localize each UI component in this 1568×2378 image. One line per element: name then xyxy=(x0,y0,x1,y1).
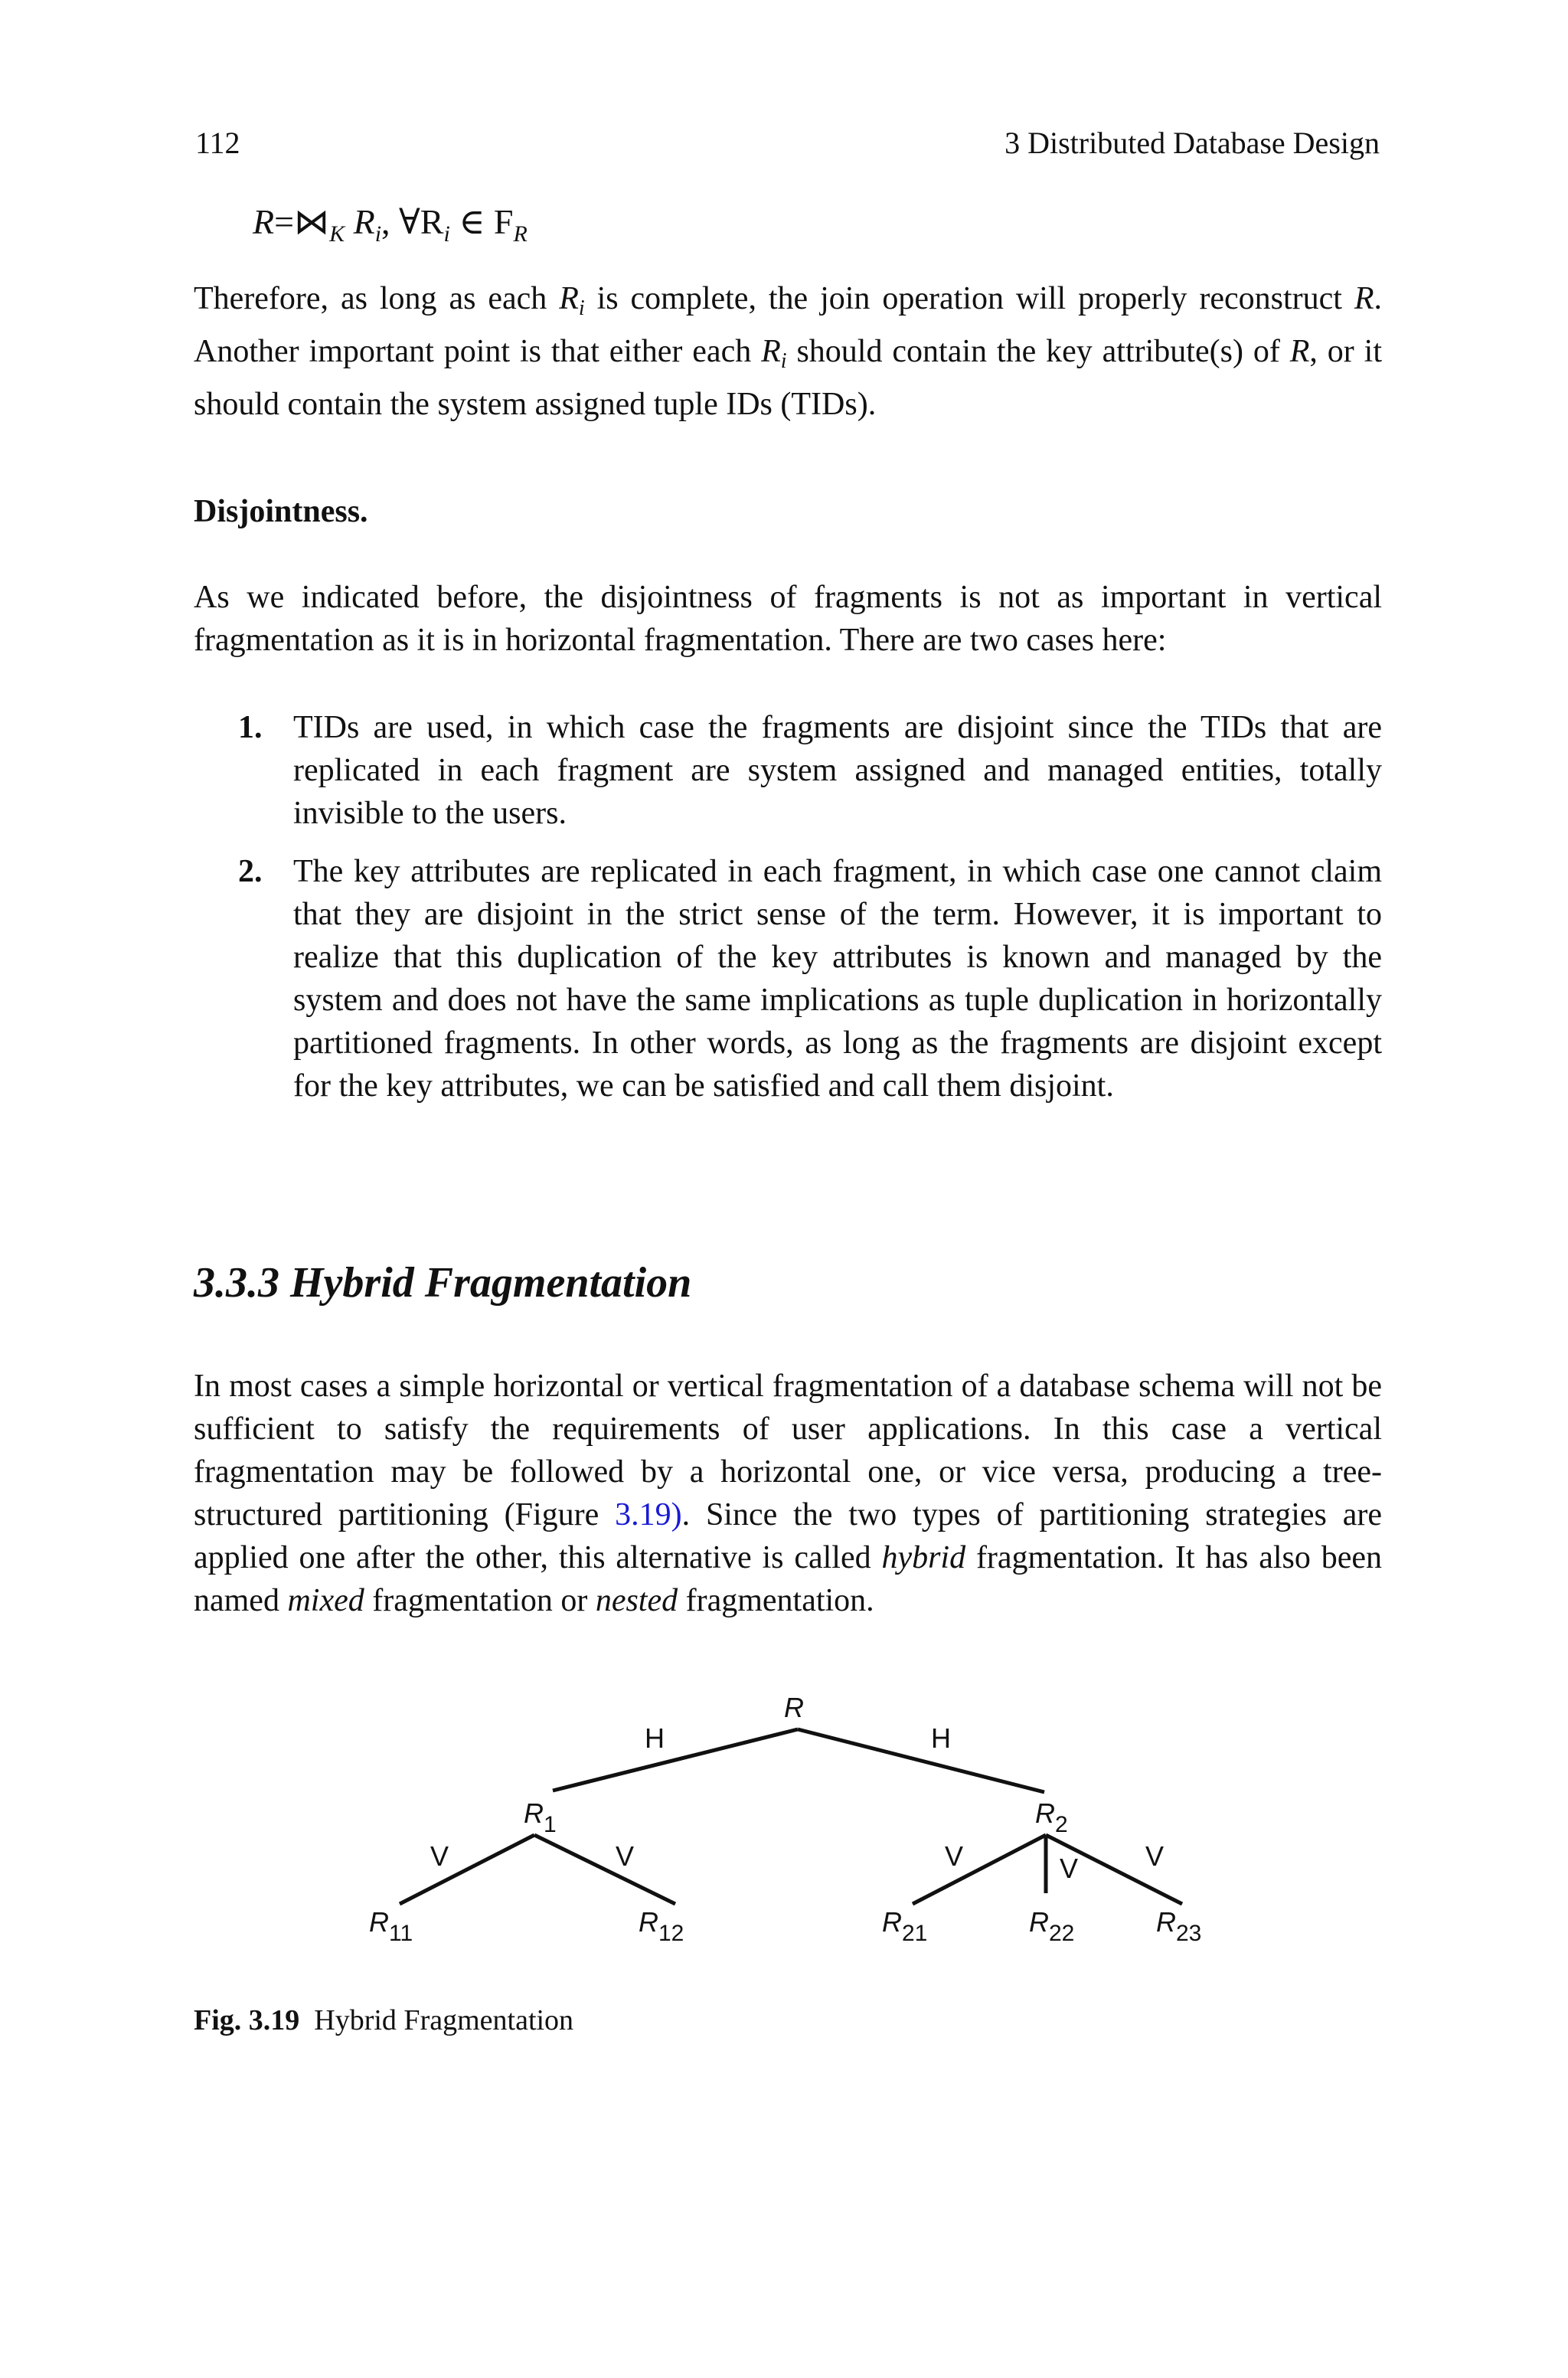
disjointness-text: As we indicated before, the disjointness of fragments is not as important in vertical fragmentation as it is in horizontal fragmentation. There are two cases here: xyxy=(194,580,1382,658)
edge-r-r1 xyxy=(553,1729,798,1791)
formula-lhs: R xyxy=(253,202,275,241)
text-run: . Since the two types of partitioning strategies are applied one after the other, this alternative is called xyxy=(194,1497,1382,1575)
figure-caption xyxy=(194,2002,573,2039)
term-hybrid: hybrid xyxy=(881,1540,966,1575)
text-run: , or it should contain the system assigned tuple IDs (TIDs). xyxy=(194,334,1383,422)
caption-text: Hybrid Fragmentation xyxy=(314,2004,574,2036)
math-r: R xyxy=(761,334,781,369)
text-run: fragmentation or xyxy=(364,1583,596,1618)
list-item xyxy=(194,850,1382,1107)
node-r11: $R_{11}$ xyxy=(369,1906,413,1946)
edge-r2-r21 xyxy=(913,1835,1046,1904)
node-r2: $R_2$ xyxy=(1035,1797,1068,1837)
edge-label-h-right: H xyxy=(931,1722,951,1754)
formula-in: ∈ F xyxy=(449,202,514,241)
text-run: In most cases a simple horizontal or vertical fragmentation of a database schema will not be sufficient to satisfy the requirements of user applications. In this case a vertical fragmentation may be followed by a horizontal one, or vice versa, producing a tree-structured partitioning (Figure xyxy=(194,1369,1382,1532)
node-r1: $R_1$ xyxy=(524,1797,557,1837)
caption-label: Fig. 3.19 xyxy=(194,2004,300,2036)
figure-link[interactable]: 3.19) xyxy=(615,1497,682,1532)
text-run: should contain the key attribute(s) of xyxy=(786,334,1290,369)
disjointness-cases-list xyxy=(194,706,1382,1107)
text-run: fragmentation. xyxy=(678,1583,874,1618)
disjointness-paragraph xyxy=(194,576,1382,662)
edge-label-v: V xyxy=(616,1840,635,1872)
node-r23: $R_{23}$ xyxy=(1156,1906,1202,1946)
completeness-paragraph xyxy=(194,277,1382,426)
formula-sub-k: K xyxy=(329,221,345,247)
hybrid-paragraph xyxy=(194,1365,1382,1622)
text-run: is complete, the join operation will properly reconstruct xyxy=(584,281,1354,316)
node-r22: $R_{22}$ xyxy=(1029,1906,1075,1946)
edge-label-v: V xyxy=(1060,1853,1079,1884)
edge-label-h-left: H xyxy=(645,1722,665,1754)
list-text: The key attributes are replicated in each fragment, in which case one cannot claim that they are disjoint in the strict sense of the term. However, it is important to realize that this duplication of the key attributes is known and managed by the system and does not have the same implications as tuple duplication in horizontally partitioned fragments. In other words, as long as the fragments are disjoint except for the key attributes, we can be satisfied and call them disjoint. xyxy=(293,854,1382,1104)
text-run: fragmentation. It has also been named xyxy=(194,1540,1382,1618)
edge-r1-r12 xyxy=(534,1835,675,1904)
list-number: 1. xyxy=(238,710,263,745)
list-text: TIDs are used, in which case the fragments are disjoint since the TIDs that are replicated in each fragment are system assigned and managed entities, totally invisible to the users. xyxy=(293,710,1382,831)
math-sub: i xyxy=(578,296,585,320)
node-r21: $R_{21}$ xyxy=(882,1906,928,1946)
list-number: 2. xyxy=(238,854,263,889)
math-r: R xyxy=(1354,281,1374,316)
formula-sub-r: R xyxy=(513,221,528,247)
root-label: R xyxy=(784,1692,804,1723)
page-number: 112 xyxy=(195,126,240,160)
edge-label-v: V xyxy=(945,1840,964,1872)
edge-label-v: V xyxy=(1145,1840,1165,1872)
math-r: R xyxy=(1289,334,1310,369)
formula-rhs: R xyxy=(353,202,375,241)
formula-sub-i2: i xyxy=(443,221,450,247)
math-r: R xyxy=(559,281,579,316)
edge-label-v: V xyxy=(430,1840,449,1872)
section-heading: 3.3.3 Hybrid Fragmentation xyxy=(194,1259,692,1307)
text-run: Therefore, as long as each xyxy=(194,281,560,316)
edge-r-r2 xyxy=(798,1729,1044,1792)
formula-sub-i: i xyxy=(374,221,382,247)
math-sub: i xyxy=(780,349,787,373)
term-mixed: mixed xyxy=(287,1583,364,1618)
list-item xyxy=(194,706,1382,835)
hybrid-fragmentation-tree xyxy=(337,1677,1240,1968)
formula-forall: , ∀R xyxy=(381,202,444,241)
running-head: 3 Distributed Database Design xyxy=(1004,126,1380,160)
edge-r1-r11 xyxy=(400,1835,534,1904)
text-run: . Another important point is that either each xyxy=(194,281,1383,369)
node-r12: $R_{12}$ xyxy=(639,1906,684,1946)
disjointness-heading: Disjointness. xyxy=(194,494,368,529)
formula-join-op: =⋈ xyxy=(274,202,330,241)
term-nested: nested xyxy=(595,1583,678,1618)
reconstruction-formula xyxy=(253,201,528,256)
